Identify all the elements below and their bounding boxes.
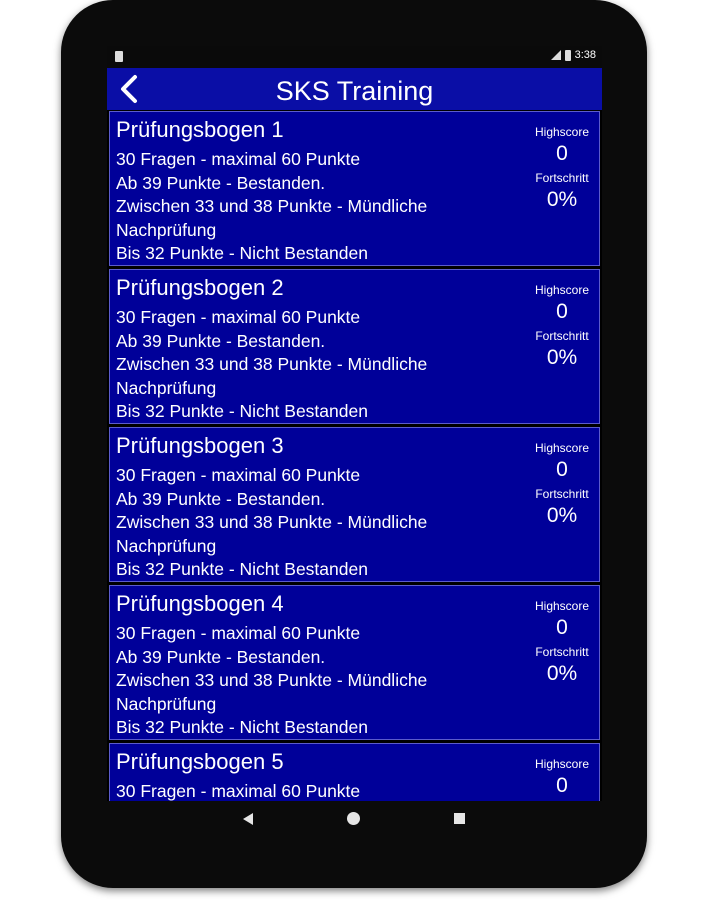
desc-line: Ab 39 Punkte - Bestanden. — [116, 488, 326, 509]
exam-description — [116, 622, 427, 740]
progress-value: 0% — [546, 504, 578, 527]
desc-line: Nachprüfung — [116, 377, 217, 398]
desc-line: Zwischen 33 und 38 Punkte - Mündliche — [116, 670, 428, 690]
desc-line: 30 Fragen - maximal 60 Punkte — [116, 623, 361, 643]
desc-line: Bis 32 Punkte - Nicht Bestanden — [116, 717, 368, 737]
highscore-label: Highscore — [534, 125, 590, 139]
exam-title: Prüfungsbogen 5 — [116, 749, 284, 774]
desc-line: Zwischen 33 und 38 Punkte - Mündliche — [116, 354, 428, 374]
device-screen — [107, 46, 602, 801]
desc-line: Bis 32 Punkte - Nicht Bestanden — [116, 401, 368, 421]
desc-line: Nachprüfung — [116, 693, 217, 714]
exam-stats — [527, 112, 597, 212]
system-nav-bar — [0, 801, 707, 841]
desc-line: Ab 39 Punkte - Bestanden. — [116, 172, 326, 193]
progress-label: Fortschritt — [535, 171, 589, 185]
exam-description — [116, 780, 360, 801]
exam-title: Prüfungsbogen 1 — [116, 117, 284, 142]
desc-line: Zwischen 33 und 38 Punkte - Mündliche — [116, 196, 428, 216]
highscore-label: Highscore — [534, 599, 590, 613]
exam-card-1[interactable] — [109, 111, 600, 266]
exam-card-3[interactable] — [109, 427, 600, 582]
status-bar — [107, 46, 602, 68]
exam-stats — [527, 586, 597, 686]
progress-value: 0% — [546, 346, 578, 369]
back-triangle-icon[interactable] — [243, 813, 253, 825]
progress-value: 0% — [546, 188, 578, 211]
exam-card-4[interactable] — [109, 585, 600, 740]
desc-line: Bis 32 Punkte - Nicht Bestanden — [116, 559, 368, 579]
highscore-value: 0 — [556, 458, 568, 481]
highscore-label: Highscore — [534, 283, 590, 297]
battery-icon — [565, 50, 571, 61]
home-circle-icon[interactable] — [347, 812, 360, 825]
exam-title: Prüfungsbogen 2 — [116, 275, 284, 300]
exam-description — [116, 464, 427, 582]
page-title: SKS Training — [275, 76, 434, 106]
desc-line: 30 Fragen - maximal 60 Punkte — [116, 149, 361, 169]
exam-stats — [527, 428, 597, 528]
progress-label: Fortschritt — [535, 487, 589, 501]
status-time: 3:38 — [574, 49, 596, 61]
desc-line: Ab 39 Punkte - Bestanden. — [116, 330, 326, 351]
highscore-value: 0 — [556, 300, 568, 323]
recents-square-icon[interactable] — [454, 813, 465, 824]
exam-card-2[interactable] — [109, 269, 600, 424]
desc-line: Nachprüfung — [116, 219, 217, 240]
desc-line: 30 Fragen - maximal 60 Punkte — [116, 465, 361, 485]
exam-stats — [527, 270, 597, 370]
progress-value: 0% — [546, 662, 578, 685]
exam-title: Prüfungsbogen 3 — [116, 433, 284, 458]
desc-line: 30 Fragen - maximal 60 Punkte — [116, 307, 361, 327]
highscore-value: 0 — [556, 142, 568, 165]
signal-icon — [551, 50, 561, 60]
app-bar — [107, 68, 602, 110]
desc-line: 30 Fragen - maximal 60 Punkte — [116, 781, 361, 801]
progress-label: Fortschritt — [535, 329, 589, 343]
progress-label: Fortschritt — [535, 645, 589, 659]
notification-icon — [115, 51, 123, 62]
exam-stats — [527, 744, 597, 798]
desc-line: Zwischen 33 und 38 Punkte - Mündliche — [116, 512, 428, 532]
exam-description — [116, 148, 427, 266]
exam-description — [116, 306, 427, 424]
desc-line: Ab 39 Punkte - Bestanden. — [116, 646, 326, 667]
highscore-label: Highscore — [534, 441, 590, 455]
desc-line: Bis 32 Punkte - Nicht Bestanden — [116, 243, 368, 263]
exam-title: Prüfungsbogen 4 — [116, 591, 284, 616]
desc-line: Nachprüfung — [116, 535, 217, 556]
exam-card-5[interactable] — [109, 743, 600, 801]
highscore-value: 0 — [556, 616, 568, 639]
exam-list[interactable] — [107, 110, 602, 801]
highscore-value: 0 — [556, 774, 568, 797]
highscore-label: Highscore — [534, 757, 590, 771]
